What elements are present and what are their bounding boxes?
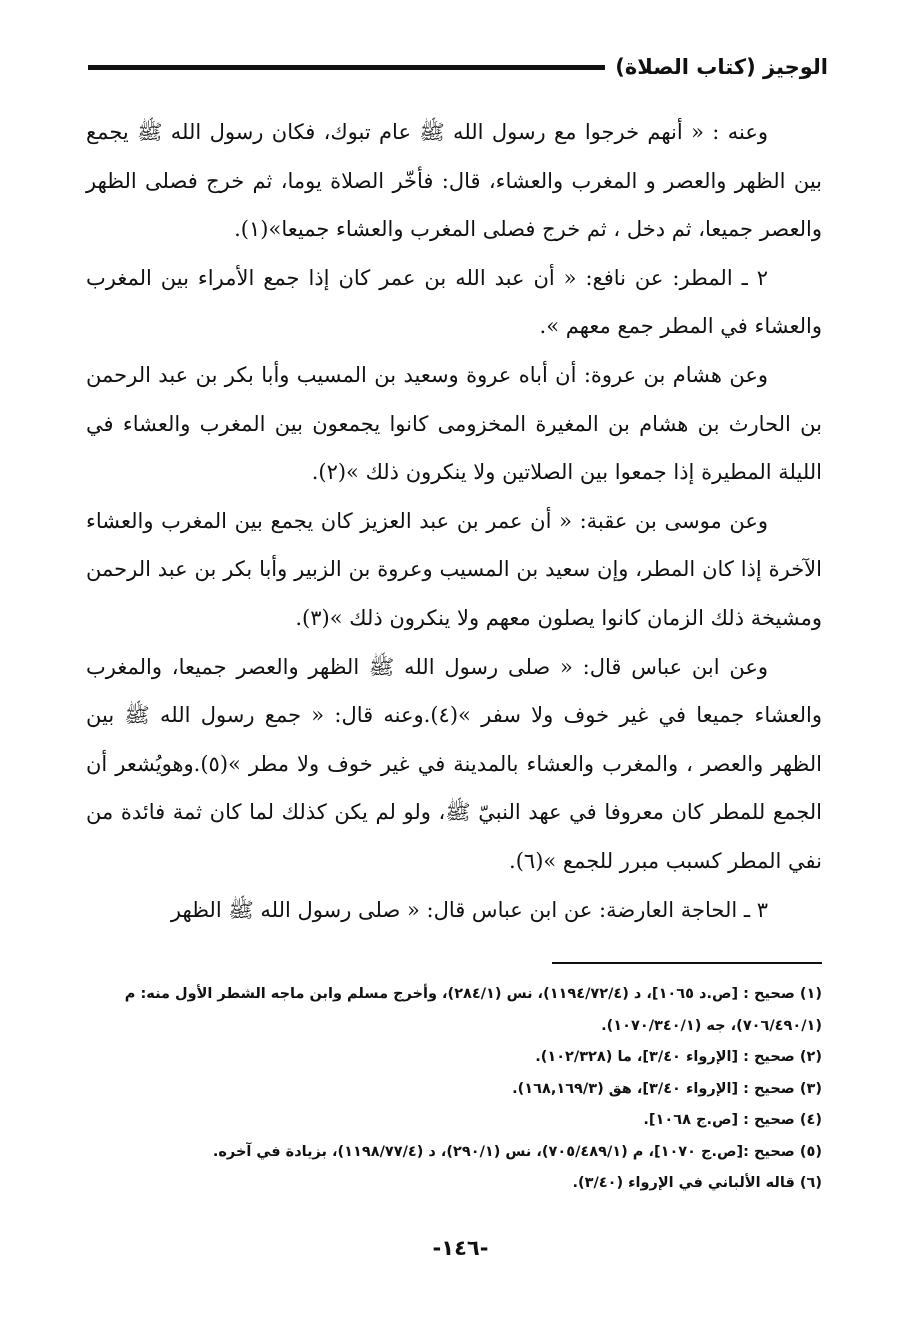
footnote: (١) صحيح : [ص.د ١٠٦٥]، د (١١٩٤/٧٢/٤)، نس (٢٨٤/١)، وأخرج مسلم وابن ماجه الشطر الأول منه: م (٧٠٦/٤٩٠/١)، جه (١٠٧٠/٣٤٠/١).: [124, 986, 822, 1034]
paragraph: ٣ ـ الحاجة العارضة: عن ابن عباس قال: « صلى رسول الله ﷺ الظهر: [170, 897, 768, 922]
page-header: [88, 50, 828, 84]
footnote: (٢) صحيح : [الإرواء ٣/٤٠]، ما (١٠٢/٣٢٨).: [535, 1049, 822, 1065]
paragraph: وعن ابن عباس قال: « صلى رسول الله ﷺ الظهر والعصر جميعا، والمغرب والعشاء جميعا في غير خوف ولا سفر »(٤).وعنه قال: « جمع رسول الله ﷺ بين الظهر والعصر ، والمغرب والعشاء بالمدينة في غير خوف ولا مطر »(٥).وهويُشعر أن الجمع للمطر كان معروفا في عهد النبيّ ﷺ، ولو لم يكن كذلك لما كان ثمة فائدة من نفي المطر كسبب مبرر للجمع »(٦).: [86, 654, 822, 873]
header-rule: [88, 65, 605, 70]
footnote: (٤) صحيح : [ص.ج ١٠٦٨].: [643, 1112, 822, 1128]
footnote-separator: [552, 962, 822, 964]
header-title: الوجيز (كتاب الصلاة): [615, 55, 828, 79]
main-text: [86, 108, 822, 934]
paragraph: ٢ ـ المطر: عن نافع: « أن عبد الله بن عمر كان إذا جمع الأمراء بين المغرب والعشاء في المطر جمع معهم ».: [86, 265, 822, 339]
page-number: -١٤٦-: [432, 1236, 489, 1260]
paragraph: وعن هشام بن عروة: أن أباه عروة وسعيد بن المسيب وأبا بكر بن عبد الرحمن بن الحارث بن هشام بن المغيرة المخزومى كانوا يجمعون بين المغرب والعشاء في الليلة المطيرة إذا جمعوا بين الصلاتين ولا ينكرون ذلك »(٢).: [86, 362, 822, 485]
footnote: (٥) صحيح :[ص.ج ١٠٧٠]، م (٧٠٥/٤٨٩/١)، نس (٢٩٠/١)، د (١١٩٨/٧٧/٤)، بزيادة في آخره.: [212, 1143, 822, 1160]
paragraph: وعنه : « أنهم خرجوا مع رسول الله ﷺ عام تبوك، فكان رسول الله ﷺ يجمع بين الظهر والعصر و المغرب والعشاء، قال: فأخّر الصلاة يوما، ثم خرج فصلى الظهر والعصر جميعا، ثم دخل ، ثم خرج فصلى المغرب والعشاء جميعا»(١).: [86, 120, 822, 242]
footnote: (٦) قاله الألباني في الإرواء (٣/٤٠).: [572, 1175, 822, 1191]
footnotes: [86, 979, 822, 1200]
footnote: (٣) صحيح : [الإرواء ٣/٤٠]، هق (١٦٨,١٦٩/٣).: [512, 1080, 822, 1097]
paragraph: وعن موسى بن عقبة: « أن عمر بن عبد العزيز كان يجمع بين المغرب والعشاء الآخرة إذا كان المطر، وإن سعيد بن المسيب وعروة بن الزبير وأبا بكر بن عبد الرحمن ومشيخة ذلك الزمان كانوا يصلون معهم ولا ينكرون ذلك »(٣).: [86, 508, 822, 630]
